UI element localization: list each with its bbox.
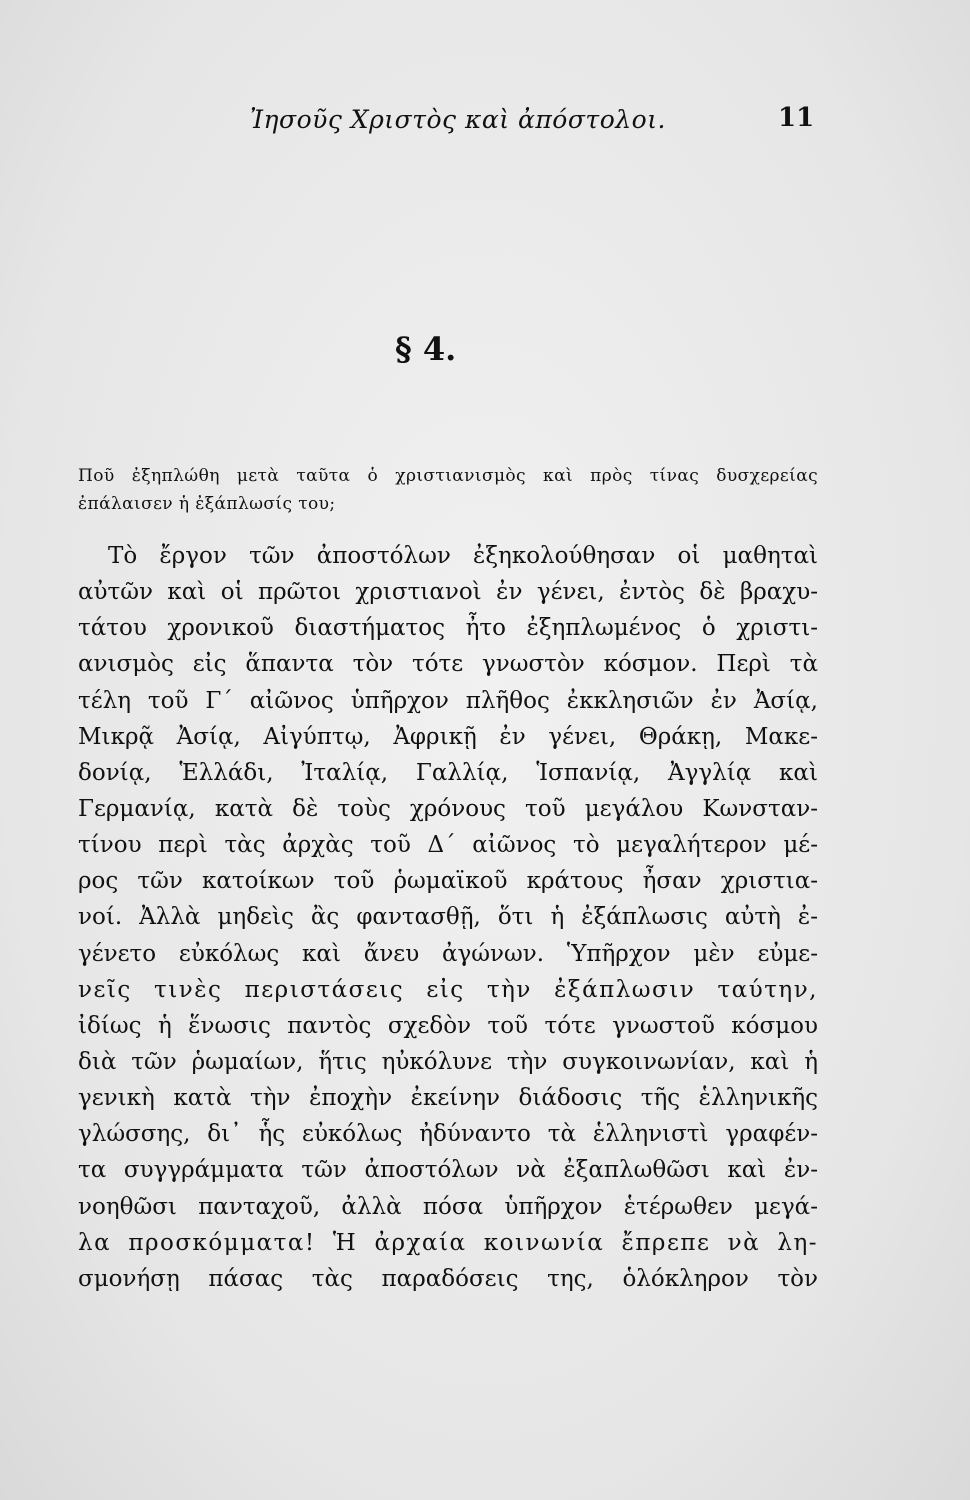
body-line: νοί. Ἀλλὰ μηδεὶς ἂς φαντασθῇ, ὅτι ἡ ἐξάπλωσις αὐτὴ ἐ- <box>78 904 818 931</box>
body-line: τίνου περὶ τὰς ἀρχὰς τοῦ Δ΄ αἰῶνος τὸ μεγαλήτερον μέ- <box>78 832 818 859</box>
body-paragraph <box>78 538 818 1297</box>
body-line: Γερμανίᾳ, κατὰ δὲ τοὺς χρόνους τοῦ μεγάλου Κωνσταν- <box>78 795 818 822</box>
body-line: τέλη τοῦ Γ΄ αἰῶνος ὑπῆρχον πλῆθος ἐκκλησιῶν ἐν Ἀσίᾳ, <box>78 687 818 714</box>
body-line: ανισμὸς εἰς ἅπαντα τὸν τότε γνωστὸν κόσμον. Περὶ τὰ <box>78 651 818 678</box>
body-line: λα προσκόμματα! Ἡ ἀρχαία κοινωνία ἔπρεπε νὰ λη- <box>78 1229 818 1256</box>
body-line: δονίᾳ, Ἑλλάδι, Ἰταλίᾳ, Γαλλίᾳ, Ἱσπανίᾳ, Ἀγγλίᾳ καὶ <box>78 759 818 786</box>
body-line: νοηθῶσι πανταχοῦ, ἀλλὰ πόσα ὑπῆρχον ἑτέρωθεν μεγά- <box>78 1193 818 1220</box>
body-line: γένετο εὐκόλως καὶ ἄνευ ἀγώνων. Ὑπῆρχον μὲν εὐμε- <box>78 940 818 967</box>
page-number: 11 <box>778 103 815 133</box>
body-line: νεῖς τινὲς περιστάσεις εἰς τὴν ἐξάπλωσιν ταύτην, <box>78 976 818 1003</box>
body-line: τα συγγράμματα τῶν ἀποστόλων νὰ ἐξαπλωθῶσι καὶ ἐν- <box>78 1157 818 1184</box>
section-question <box>78 462 818 518</box>
body-line: Τὸ ἔργον τῶν ἀποστόλων ἐξηκολούθησαν οἱ μαθηταὶ <box>108 543 818 569</box>
question-line: Ποῦ ἐξηπλώθη μετὰ ταῦτα ὁ χριστιανισμὸς καὶ πρὸς τίνας δυσχερείας <box>78 466 818 486</box>
body-line: ἰδίως ἡ ἕνωσις παντὸς σχεδὸν τοῦ τότε γνωστοῦ κόσμου <box>78 1012 818 1039</box>
body-line: γενικὴ κατὰ τὴν ἐποχὴν ἐκείνην διάδοσις τῆς ἑλληνικῆς <box>78 1085 818 1112</box>
body-line: σμονήσῃ πάσας τὰς παραδόσεις της, ὁλόκληρον τὸν <box>78 1265 818 1292</box>
body-line: ρος τῶν κατοίκων τοῦ ῥωμαϊκοῦ κράτους ἦσαν χριστια- <box>78 868 818 895</box>
running-title: Ἰησοῦς Χριστὸς καὶ ἀπόστολοι. <box>250 105 666 134</box>
question-line: ἐπάλαισεν ἡ ἐξάπλωσίς του; <box>78 494 336 514</box>
body-line: γλώσσης, δι᾽ ἧς εὐκόλως ἠδύναντο τὰ ἑλληνιστὶ γραφέν- <box>78 1121 818 1148</box>
body-line: Μικρᾷ Ἀσίᾳ, Αἰγύπτῳ, Ἀφρικῇ ἐν γένει, Θράκῃ, Μακε- <box>78 723 818 750</box>
body-line: διὰ τῶν ῥωμαίων, ἥτις ηὐκόλυνε τὴν συγκοινωνίαν, καὶ ἡ <box>78 1048 818 1075</box>
section-heading: § 4. <box>395 330 457 368</box>
body-line: τάτου χρονικοῦ διαστήματος ἦτο ἐξηπλωμένος ὁ χριστι- <box>78 615 818 642</box>
body-line: αὐτῶν καὶ οἱ πρῶτοι χριστιανοὶ ἐν γένει, ἐντὸς δὲ βραχυ- <box>78 579 818 606</box>
